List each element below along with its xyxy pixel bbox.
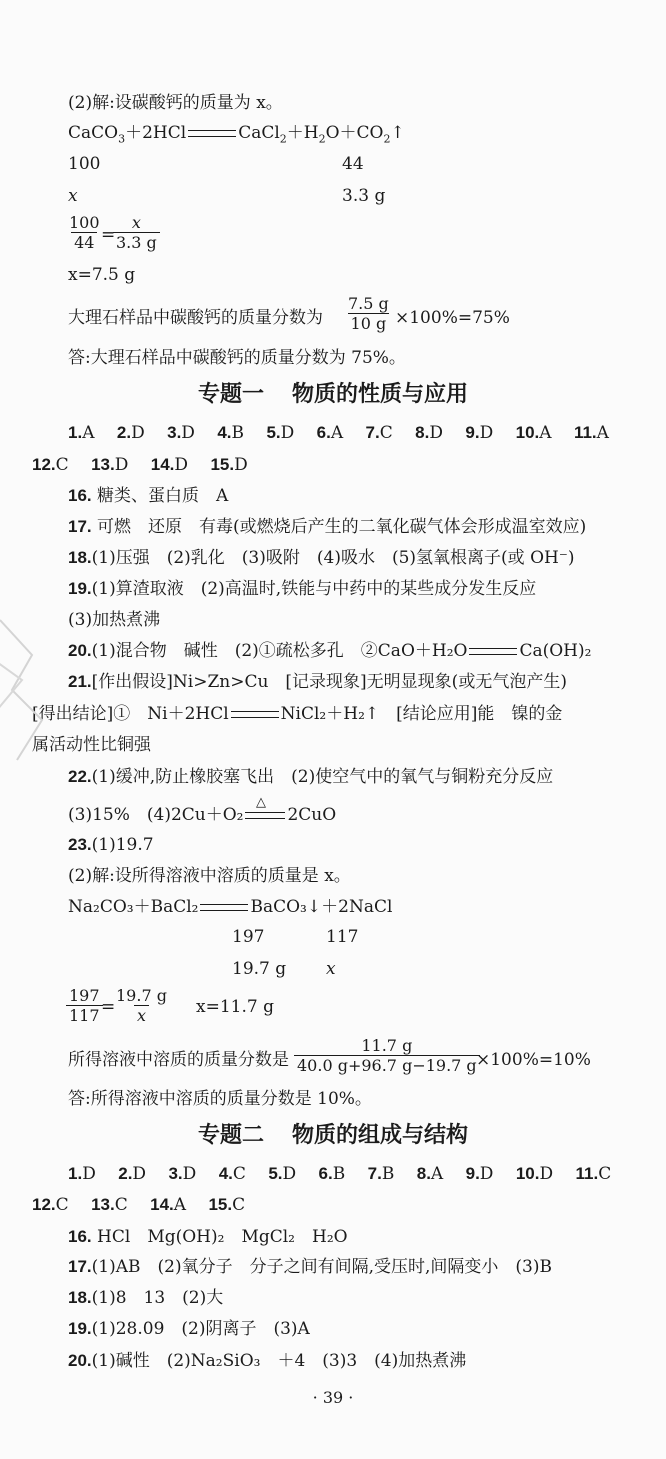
answer-19-cont: (3)加热煮沸 <box>68 610 161 630</box>
answer-2-16: 16. HCl Mg(OH)₂ MgCl₂ H₂O <box>68 1227 348 1247</box>
mass-fraction-frac: $\frac{7.5 g}{10 g}$ <box>348 294 389 333</box>
answer-23-solution: (2)解:设所得溶液中溶质的质量是 x。 <box>68 866 351 886</box>
answer-17: 17. 可燃 还原 有毒(或燃烧后产生的二氧化碳气体会形成温室效应) <box>68 517 587 537</box>
mc-answers-row-3: 1.D 2.D 3.D 4.C 5.D 6.B 7.B 8.A 9.D 10.D 11.C <box>68 1164 612 1184</box>
faded-stamp-mark <box>0 600 62 770</box>
answer-2-17: 17.(1)AB (2)氧分子 分子之间有间隔,受压时,间隔变小 (3)B <box>68 1257 552 1277</box>
section-heading-1: 专题一 物质的性质与应用 <box>197 382 469 407</box>
mass-fraction-result: ×100%=75% <box>395 308 510 328</box>
molar-mass-d: 117 <box>326 927 359 947</box>
answer-19: 19.(1)算渣取液 (2)高温时,铁能与中药中的某些成分发生反应 <box>68 579 537 599</box>
ratio-fraction-right-2: $\frac{19.7 g}{x}$ <box>116 986 167 1025</box>
unknown-x: x <box>68 186 78 206</box>
unknown-x-2: x <box>326 959 336 979</box>
answer-23: 23.(1)19.7 <box>68 835 154 855</box>
chemical-equation-2: Na₂CO₃＋BaCl₂ BaCO₃ ↓ ＋2NaCl <box>68 896 392 918</box>
equals-sign-2: = <box>101 997 116 1017</box>
page-number: · 39 · <box>312 1388 354 1407</box>
answer-2: 答:所得溶液中溶质的质量分数是 10%。 <box>68 1089 372 1109</box>
mass-fraction-label-2: 所得溶液中溶质的质量分数是 <box>68 1050 289 1070</box>
answer-18: 18.(1)压强 (2)乳化 (3)吸附 (4)吸水 (5)氢氧根离子(或 OH⁻) <box>68 548 575 568</box>
ratio-fraction-left: $\frac{100}{44}$ <box>69 213 100 252</box>
mass-fraction-result-2: ×100%=10% <box>476 1050 591 1070</box>
chemical-equation-1: CaCO$_3$＋2HCl $CaCl_2+H_2O+CO_2$ ↑ <box>68 122 405 150</box>
result-x-2: x=11.7 g <box>196 997 274 1017</box>
answer-16: 16. 糖类、蛋白质 A <box>68 486 229 506</box>
mass-value: 3.3 g <box>342 186 386 206</box>
mc-answers-row-4: 12.C 13.C 14.A 15.C <box>32 1195 246 1215</box>
molar-mass-a: 100 <box>68 154 101 174</box>
gas-arrow-icon <box>365 704 379 724</box>
answer-2-20: 20.(1)碱性 (2)Na₂SiO₃ ＋4 (3)3 (4)加热煮沸 <box>68 1351 467 1371</box>
answer-2-18: 18.(1)8 13 (2)大 <box>68 1288 224 1308</box>
section-heading-2: 专题二 物质的组成与结构 <box>197 1123 469 1148</box>
result-x: x=7.5 g <box>68 265 136 285</box>
precipitate-arrow-icon <box>307 897 321 917</box>
heat-triangle-icon: △ <box>256 795 266 810</box>
ratio-fraction-right: $\frac{x}{3.3 g}$ <box>113 213 160 252</box>
answer-21-cont: [得出结论]① Ni＋2HCl NiCl₂＋H₂ ↑ [结论应用]能 镍的金 <box>32 703 562 725</box>
mass-value-2: 19.7 g <box>232 959 287 979</box>
equals-sign: = <box>101 225 116 245</box>
mass-fraction-label: 大理石样品中碳酸钙的质量分数为 <box>68 308 323 328</box>
solution-intro: (2)解:设碳酸钙的质量为 x。 <box>68 93 283 113</box>
answer-22: 22.(1)缓冲,防止橡胶塞飞出 (2)使空气中的氧气与铜粉充分反应 <box>68 767 554 787</box>
molar-mass-b: 44 <box>342 154 364 174</box>
answer-21: 21.[作出假设]Ni>Zn>Cu [记录现象]无明显现象(或无气泡产生) <box>68 672 567 692</box>
answer-22-cont: (3)15% (4)2Cu＋O₂ 2CuO <box>68 805 337 825</box>
answer-1: 答:大理石样品中碳酸钙的质量分数为 75%。 <box>68 348 406 368</box>
mass-fraction-frac-2: $\frac{11.7 g}{40.0 g+96.7 g-19.7 g}$ <box>294 1036 480 1075</box>
ratio-fraction-left-2: $\frac{197}{117}$ <box>66 986 103 1025</box>
answer-2-19: 19.(1)28.09 (2)阴离子 (3)A <box>68 1319 310 1339</box>
mc-answers-row-2: 12.C 13.D 14.D 15.D <box>32 455 248 475</box>
molar-mass-c: 197 <box>232 927 265 947</box>
answer-20: 20.(1)混合物 碱性 (2)①疏松多孔 ②CaO＋H₂O Ca(OH)₂ <box>68 641 592 661</box>
mc-answers-row-1: 1.A 2.D 3.D 4.B 5.D 6.A 7.C 8.D 9.D 10.A 11.A <box>68 423 609 443</box>
gas-arrow-icon <box>391 123 405 143</box>
answer-21-cont-2: 属活动性比铜强 <box>32 735 151 755</box>
